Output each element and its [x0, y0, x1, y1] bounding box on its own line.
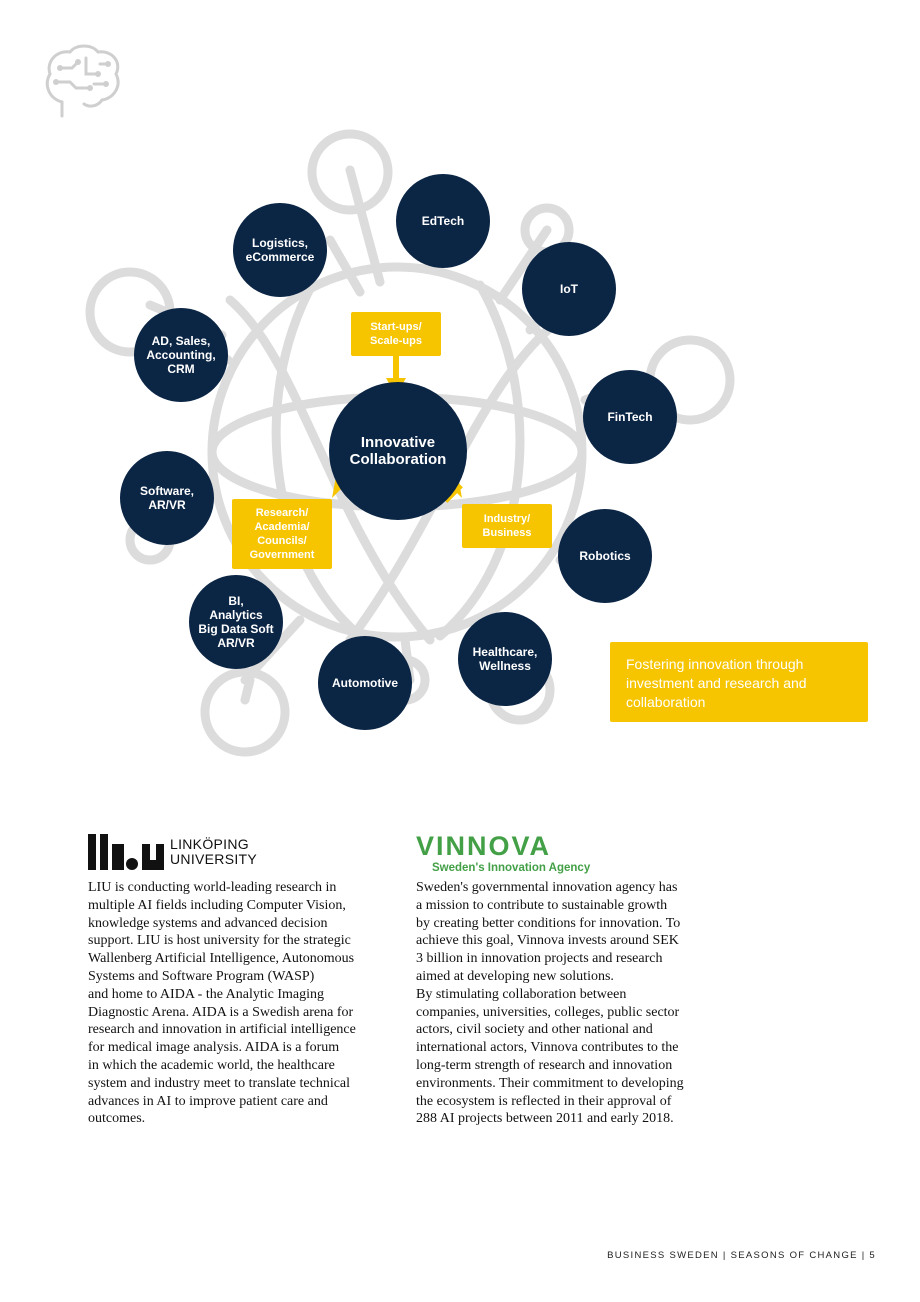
node-iot: IoT [522, 242, 616, 336]
node-healthcare: Healthcare, Wellness [458, 612, 552, 706]
box-research: Research/ Academia/ Councils/ Government [232, 499, 332, 569]
box-startups: Start-ups/ Scale-ups [351, 312, 441, 356]
liu-wordmark: LINKÖPING UNIVERSITY [170, 836, 258, 867]
node-fintech: FinTech [583, 370, 677, 464]
vinnova-description: Sweden's governmental innovation agency has a mission to contribute to sustainable growth by creating better conditions for innovation. To achieve this goal, Vinnova invests around SEK 3 billion in innovation projects and research aimed at developing new solutions. By stimulating collaboration between companies, universities, colleges, public sector actors, civil society and other national and international actors, Vinnova contributes to the long-term strength of research and innovation environments. Their commitment to developing the ecosystem is reflected in their approval of 288 AI projects between 2011 and early 2018. [416, 880, 684, 1127]
node-logistics: Logistics, eCommerce [233, 203, 327, 297]
node-automotive: Automotive [318, 636, 412, 730]
node-innovative-collaboration: Innovative Collaboration [329, 382, 467, 520]
liu-logo [88, 832, 257, 872]
node-robotics: Robotics [558, 509, 652, 603]
node-ad-sales: AD, Sales, Accounting, CRM [134, 308, 228, 402]
box-industry: Industry/ Business [462, 504, 552, 548]
vinnova-tagline: Sweden's Innovation Agency [432, 862, 591, 874]
liu-emblem-icon [88, 834, 164, 870]
node-edtech: EdTech [396, 174, 490, 268]
liu-description: LIU is conducting world-leading research in multiple AI fields including Computer Vision, knowledge systems and advanced decision support. LIU is host university for the strategic Wallenberg Artificial Intelligence, Autonomous Systems and Software Program (WASP) and home to AIDA - the Analytic Imaging Diagnostic Arena. AIDA is a Swedish arena for research and innovation in artificial intelligence for medical image analysis. AIDA is a forum in which the academic world, the healthcare system and industry meet to translate technical advances in AI to improve patient care and outcomes. [88, 880, 356, 1127]
callout-fostering-innovation: Fostering innovation through investment and research and collaboration [610, 642, 868, 722]
node-bi-analytics: BI, Analytics Big Data Soft AR/VR [189, 575, 283, 669]
node-software: Software, AR/VR [120, 451, 214, 545]
vinnova-logo [416, 832, 590, 874]
vinnova-wordmark: VINNOVA [416, 831, 552, 861]
page-footer: BUSINESS SWEDEN | SEASONS OF CHANGE | 5 [607, 1250, 876, 1261]
